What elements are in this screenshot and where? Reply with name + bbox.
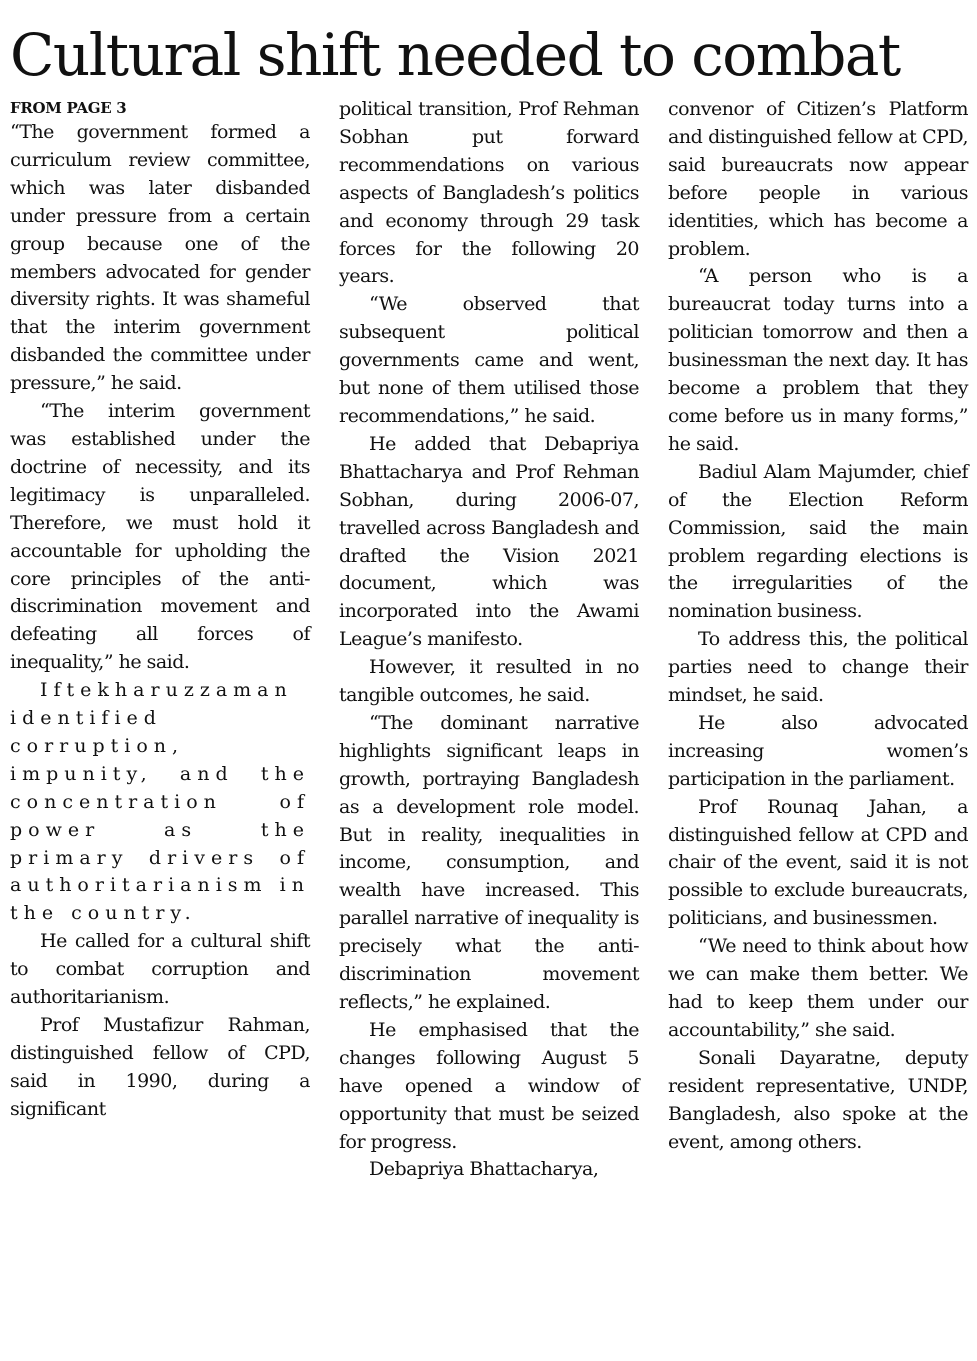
article-column-1 bbox=[10, 119, 310, 1124]
article-paragraph: “A person who is a bureaucrat today turns into a politician tomorrow and then a businessman the next day. It has become a problem that they come before us in many forms,” he said. bbox=[668, 265, 968, 455]
article-paragraph: “We observed that subsequent political governments came and went, but none of them utilised those recommendations,” he said. bbox=[339, 293, 639, 427]
article-paragraph: Debapriya Bhattacharya, bbox=[369, 1158, 599, 1181]
article-paragraph: He called for a cultural shift to combat corruption and authoritarianism. bbox=[10, 930, 310, 1009]
article-paragraph: He emphasised that the changes following August 5 have opened a window of opportunity that must be seized for progress. bbox=[339, 1018, 639, 1153]
continuation-kicker: FROM PAGE 3 bbox=[10, 99, 127, 117]
article-paragraph: He also advocated increasing women’s participation in the parliament. bbox=[668, 711, 968, 790]
article-paragraph: However, it resulted in no tangible outcomes, he said. bbox=[339, 656, 639, 707]
article-paragraph: Prof Rounaq Jahan, a distinguished fellow at CPD and chair of the event, said it is not possible to exclude bureaucrats, politicians, and businessmen. bbox=[668, 795, 968, 930]
article-paragraph: “The dominant narrative highlights significant leaps in growth, portraying Bangladesh as a development role model. But in reality, inequalities in income, consumption, and wealth have increased. This parallel narrative of inequality is precisely what the anti-discrimination movement reflects,” he explained. bbox=[339, 711, 639, 1013]
article-paragraph: To address this, the political parties need to change their mindset, he said. bbox=[668, 628, 968, 707]
article-paragraph: Badiul Alam Majumder, chief of the Election Reform Commission, said the main problem regarding elections is the irregularities of the nomination business. bbox=[668, 460, 968, 623]
article-paragraph: Prof Mustafizur Rahman, distinguished fellow of CPD, said in 1990, during a significant bbox=[10, 1014, 310, 1120]
article-paragraph: Sonali Dayaratne, deputy resident representative, UNDP, Bangladesh, also spoke at the event, among others. bbox=[668, 1046, 968, 1153]
article-column-3 bbox=[668, 96, 968, 1156]
article-column-2 bbox=[339, 96, 639, 1184]
article-paragraph: He added that Debapriya Bhattacharya and Prof Rehman Sobhan, during 2006-07, travelled across Bangladesh and drafted the Vision 2021 document, which was incorporated into the Awami League’s manifesto. bbox=[339, 432, 639, 651]
article-paragraph: political transition, Prof Rehman Sobhan put forward recommendations on various aspects of Bangladesh’s politics and economy through 29 task forces for the following 20 years. bbox=[339, 98, 639, 288]
article-paragraph: “The interim government was established under the doctrine of necessity, and its legitimacy is unparalleled. Therefore, we must hold it accountable for upholding the core principles of the anti-discrimination movement and defeating all forces of inequality,” he said. bbox=[10, 400, 310, 674]
article-paragraph: Iftekharuzzaman identified corruption, impunity, and the concentration of power as the primary drivers of authoritarianism in the country. bbox=[10, 679, 310, 925]
article-paragraph: convenor of Citizen’s Platform and distinguished fellow at CPD, said bureaucrats now appear before people in various identities, which has become a problem. bbox=[668, 98, 968, 260]
article-headline: Cultural shift needed to combat bbox=[10, 21, 900, 89]
article-paragraph: “The government formed a curriculum review committee, which was later disbanded under pressure from a certain group because one of the members advocated for gender diversity rights. It was shameful that the interim government disbanded the committee under pressure,” he said. bbox=[10, 121, 310, 395]
article-paragraph: “We need to think about how we can make them better. We had to keep them under our accountability,” she said. bbox=[668, 935, 968, 1041]
